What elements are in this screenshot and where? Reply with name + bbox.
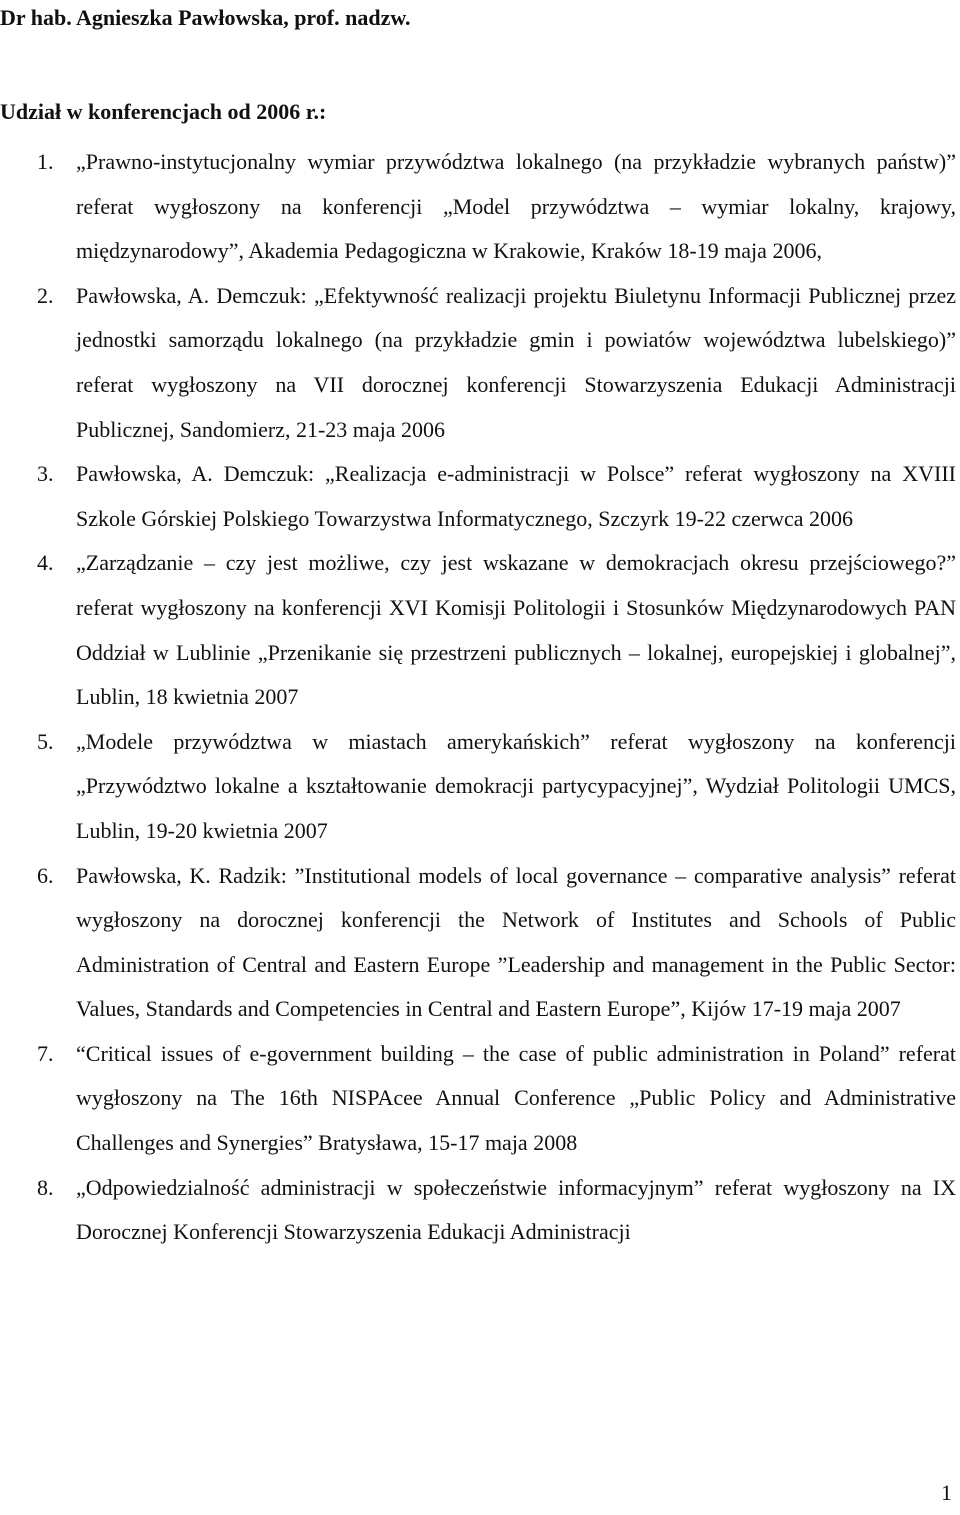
- list-item: [0, 1166, 956, 1255]
- item-number: 2.: [37, 282, 54, 308]
- item-number: 3.: [37, 461, 54, 487]
- page-number: 1: [941, 1480, 952, 1505]
- item-text: Pawłowska, A. Demczuk: „Efektywność realizacji projektu Biuletynu Informacji Publicznej przez jednostki samorządu lokalnego (na przykładzie gmin i powiatów województwa lubelskiego)” referat wygłoszony na VII dorocznej konferencji Stowarzyszenia Edukacji Administracji Publicznej, Sandomierz, 21-23 maja 2006: [76, 282, 956, 442]
- item-text: “Critical issues of e-government building – the case of public administration in Poland” referat wygłoszony na The 16th NISPAcee Annual Conference „Public Policy and Administrative Challenges and Synergies” Bratysława, 15-17 maja 2008: [76, 1040, 956, 1156]
- item-text: „Zarządzanie – czy jest możliwe, czy jest wskazane w demokracjach okresu przejściowego?” referat wygłoszony na konferencji XVI Komisji Politologii i Stosunków Międzynarodowych PAN Oddział w Lublinie „Przenikanie się przestrzeni publicznych – lokalnej, europejskiej i globalnej”, Lublin, 18 kwietnia 2007: [76, 550, 956, 710]
- list-item: [0, 854, 956, 1032]
- item-text: „Modele przywództwa w miastach amerykańskich” referat wygłoszony na konferencji „Przywództwo lokalne a kształtowanie demokracji partycypacyjnej”, Wydział Politologii UMCS, Lublin, 19-20 kwietnia 2007: [76, 728, 956, 843]
- list-item: [0, 720, 956, 854]
- item-number: 1.: [37, 149, 54, 174]
- item-number: 4.: [37, 550, 54, 576]
- author-heading: Dr hab. Agnieszka Pawłowska, prof. nadzw.: [0, 5, 411, 30]
- item-text: Pawłowska, K. Radzik: ”Institutional models of local governance – comparative analysis” referat wygłoszony na dorocznej konferencji the Network of Institutes and Schools of Public Administration of Central and Eastern Europe ”Leadership and management in the Public Sector: Values, Standards and Competencies in Central and Eastern Europe”, Kijów 17-19 maja 2007: [76, 862, 956, 1022]
- item-number: 6.: [37, 862, 54, 888]
- list-item: [0, 274, 956, 452]
- list-item: [0, 1032, 956, 1166]
- conference-list: [0, 140, 956, 1255]
- item-text: „Prawno-instytucjonalny wymiar przywództwa lokalnego (na przykładzie wybranych państw)” referat wygłoszony na konferencji „Model przywództwa – wymiar lokalny, krajowy, międzynarodowy”, Akademia Pedagogiczna w Krakowie, Kraków 18-19 maja 2006,: [76, 149, 956, 264]
- item-number: 7.: [37, 1040, 54, 1066]
- item-text: Pawłowska, A. Demczuk: „Realizacja e-administracji w Polsce” referat wygłoszony na XVIII Szkole Górskiej Polskiego Towarzystwa Informatycznego, Szczyrk 19-22 czerwca 2006: [76, 461, 956, 531]
- section-heading: Udział w konferencjach od 2006 r.:: [0, 99, 327, 124]
- list-item: [0, 452, 956, 541]
- item-number: 5.: [37, 728, 54, 754]
- list-item: [0, 140, 956, 274]
- list-item: [0, 541, 956, 719]
- item-text: „Odpowiedzialność administracji w społeczeństwie informacyjnym” referat wygłoszony na IX Dorocznej Konferencji Stowarzyszenia Edukacji Administracji: [76, 1174, 956, 1245]
- item-number: 8.: [37, 1174, 54, 1200]
